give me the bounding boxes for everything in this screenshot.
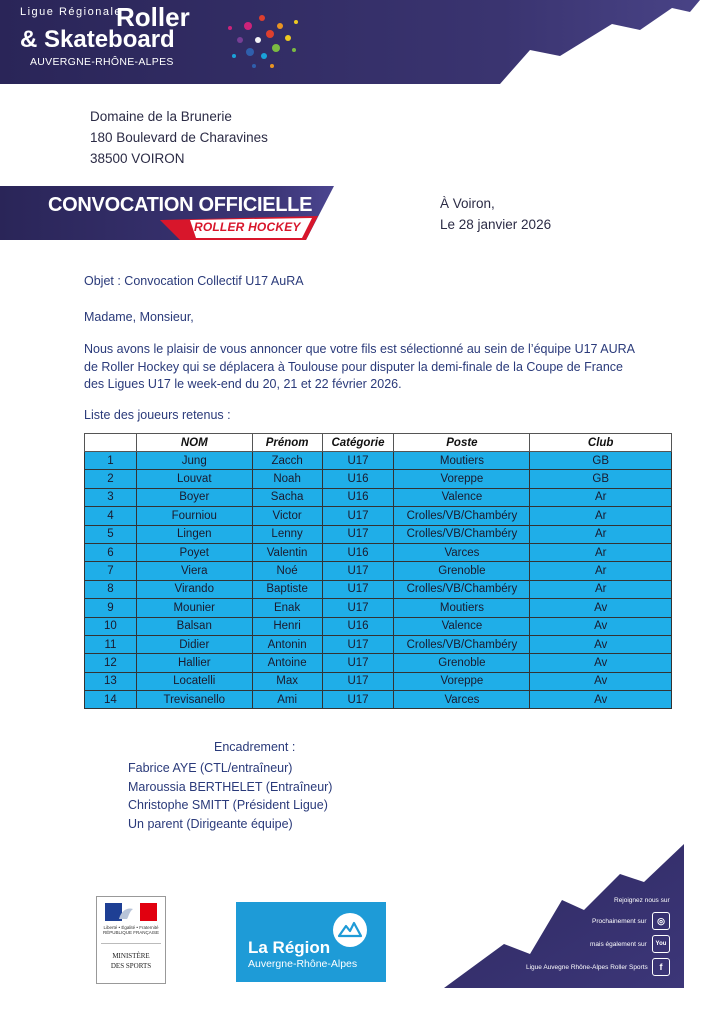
marianne-flag-icon	[105, 903, 157, 921]
staff-member: Christophe SMITT (Président Ligue)	[128, 798, 328, 812]
cell: 13	[85, 672, 137, 690]
cell: Lingen	[136, 525, 252, 543]
cell: U17	[322, 525, 394, 543]
region-name: La Région	[248, 938, 331, 957]
cell: Virando	[136, 580, 252, 598]
cell: U16	[322, 488, 394, 506]
ministere-divider	[101, 943, 161, 944]
cell: Moutiers	[394, 599, 530, 617]
cell: Mounier	[136, 599, 252, 617]
cell: 12	[85, 654, 137, 672]
cell: Moutiers	[394, 452, 530, 470]
cell: Zacch	[252, 452, 322, 470]
youtube-icon[interactable]: You	[652, 935, 670, 953]
cell: Lenny	[252, 525, 322, 543]
cell: Fourniou	[136, 507, 252, 525]
table-row	[85, 543, 672, 561]
staff-member: Fabrice AYE (CTL/entraîneur)	[128, 761, 293, 775]
table-row	[85, 580, 672, 598]
ministere-line1: MINISTÈRE	[112, 952, 150, 960]
table-row	[85, 654, 672, 672]
cell: GB	[530, 452, 672, 470]
cell: Crolles/VB/Chambéry	[394, 525, 530, 543]
cell: U17	[322, 599, 394, 617]
table-row	[85, 488, 672, 506]
cell: Max	[252, 672, 322, 690]
cell: 10	[85, 617, 137, 635]
convocation-title: CONVOCATION OFFICIELLE	[48, 194, 313, 216]
table-header-row	[85, 434, 672, 452]
table-row	[85, 635, 672, 653]
cell: Ami	[252, 691, 322, 709]
cell: Valence	[394, 488, 530, 506]
cell: Varces	[394, 691, 530, 709]
region-subtitle: Auvergne-Rhône-Alpes	[248, 958, 358, 970]
table-row	[85, 507, 672, 525]
social-league-text: Ligue Auvegne Rhône-Alpes Roller Sports	[526, 964, 648, 971]
cell: Ar	[530, 562, 672, 580]
cell: Enak	[252, 599, 322, 617]
social-follow-text: Rejoignez nous sur	[614, 897, 670, 904]
table-row	[85, 599, 672, 617]
cell: 7	[85, 562, 137, 580]
cell: U17	[322, 691, 394, 709]
cell: 1	[85, 452, 137, 470]
cell: GB	[530, 470, 672, 488]
date: Le 28 janvier 2026	[440, 217, 552, 232]
table-row	[85, 617, 672, 635]
instagram-icon[interactable]: ◎	[652, 912, 670, 930]
cell: Av	[530, 599, 672, 617]
cell: 2	[85, 470, 137, 488]
cell: Hallier	[136, 654, 252, 672]
header-nom: NOM	[136, 434, 252, 452]
cell: Didier	[136, 635, 252, 653]
staff-list	[128, 759, 332, 833]
cell: Crolles/VB/Chambéry	[394, 580, 530, 598]
cell: Victor	[252, 507, 322, 525]
address-line1: Domaine de la Brunerie	[90, 109, 232, 124]
cell: Ar	[530, 543, 672, 561]
logo-line1: Ligue Régionale	[20, 6, 123, 18]
cell: 4	[85, 507, 137, 525]
table-row	[85, 672, 672, 690]
cell: Varces	[394, 543, 530, 561]
cell: U16	[322, 470, 394, 488]
cell: Locatelli	[136, 672, 252, 690]
cell: Voreppe	[394, 672, 530, 690]
players-list-title: Liste des joueurs retenus :	[84, 408, 231, 422]
cell: U17	[322, 580, 394, 598]
cell: U17	[322, 654, 394, 672]
ministere-line2: DES SPORTS	[110, 962, 152, 970]
region-emblem-icon	[332, 912, 368, 948]
convocation-subtitle: ROLLER HOCKEY	[194, 220, 301, 234]
staff-member: Maroussia BERTHELET (Entraîneur)	[128, 779, 333, 794]
cell: Jung	[136, 452, 252, 470]
cell: 3	[85, 488, 137, 506]
cell: U17	[322, 507, 394, 525]
cell: Av	[530, 635, 672, 653]
cell: Boyer	[136, 488, 252, 506]
header-club: Club	[530, 434, 672, 452]
place: À Voiron,	[440, 196, 495, 211]
logo-roller: Roller	[116, 2, 190, 32]
staff-member: Un parent (Dirigeante équipe)	[128, 816, 293, 831]
facebook-icon[interactable]: f	[652, 958, 670, 976]
cell: Av	[530, 654, 672, 672]
letter-body: Nous avons le plaisir de vous annoncer que votre fils est sélectionné au sein de l’équipe U17 AURA de Roller Hockey qui se déplacera à Toulouse pour disputer la demi-finale de la Coupe de France des Ligues U17 le week-end du 20, 21 et 22 février 2026.	[84, 342, 635, 391]
league-logo	[14, 4, 314, 76]
cell: U17	[322, 562, 394, 580]
logo-skate: & Skateboard	[20, 26, 175, 53]
cell: Noah	[252, 470, 322, 488]
letter-object: Objet : Convocation Collectif U17 AuRA	[84, 274, 304, 288]
cell: Henri	[252, 617, 322, 635]
cell: 6	[85, 543, 137, 561]
cell: U17	[322, 672, 394, 690]
cell: 14	[85, 691, 137, 709]
cell: Crolles/VB/Chambéry	[394, 507, 530, 525]
cell: 11	[85, 635, 137, 653]
recipient-address	[90, 106, 268, 169]
logo-region: AUVERGNE-RHÔNE-ALPES	[30, 56, 174, 68]
cell: Grenoble	[394, 654, 530, 672]
address-line3: 38500 VOIRON	[90, 151, 185, 166]
ministere-logo	[96, 896, 166, 984]
table-row	[85, 691, 672, 709]
cell: U17	[322, 452, 394, 470]
cell: Balsan	[136, 617, 252, 635]
ministere-text	[99, 951, 163, 971]
cell: Av	[530, 672, 672, 690]
table-row	[85, 452, 672, 470]
social-soon-text: Prochainement sur	[592, 918, 647, 925]
cell: Ar	[530, 525, 672, 543]
cell: Valentin	[252, 543, 322, 561]
cell: Ar	[530, 507, 672, 525]
cell: Grenoble	[394, 562, 530, 580]
cell: Sacha	[252, 488, 322, 506]
cell: Baptiste	[252, 580, 322, 598]
cell: Poyet	[136, 543, 252, 561]
letter-greeting: Madame, Monsieur,	[84, 310, 194, 324]
cell: 9	[85, 599, 137, 617]
table-row	[85, 525, 672, 543]
cell: 5	[85, 525, 137, 543]
cell: Louvat	[136, 470, 252, 488]
cell: Viera	[136, 562, 252, 580]
cell: Antoine	[252, 654, 322, 672]
header-index	[85, 434, 137, 452]
cell: 8	[85, 580, 137, 598]
cell: U17	[322, 635, 394, 653]
cell: Trevisanello	[136, 691, 252, 709]
cell: Antonin	[252, 635, 322, 653]
cell: Crolles/VB/Chambéry	[394, 635, 530, 653]
cell: Ar	[530, 580, 672, 598]
players-table	[84, 433, 672, 709]
ministere-motto: Liberté • Égalité • Fraternité RÉPUBLIQUE FRANÇAISE	[102, 925, 159, 935]
cell: Noé	[252, 562, 322, 580]
cell: U16	[322, 543, 394, 561]
header-prenom: Prénom	[252, 434, 322, 452]
address-line2: 180 Boulevard de Charavines	[90, 130, 268, 145]
header-categorie: Catégorie	[322, 434, 394, 452]
cell: Ar	[530, 488, 672, 506]
region-logo	[236, 902, 386, 982]
cell: Voreppe	[394, 470, 530, 488]
cell: Valence	[394, 617, 530, 635]
table-row	[85, 470, 672, 488]
cell: Av	[530, 617, 672, 635]
table-row	[85, 562, 672, 580]
cell: U16	[322, 617, 394, 635]
place-date	[440, 193, 551, 235]
staff-title: Encadrement :	[214, 740, 296, 754]
social-also-text: mais également sur	[590, 941, 647, 948]
color-burst-icon	[210, 4, 306, 76]
header-poste: Poste	[394, 434, 530, 452]
cell: Av	[530, 691, 672, 709]
